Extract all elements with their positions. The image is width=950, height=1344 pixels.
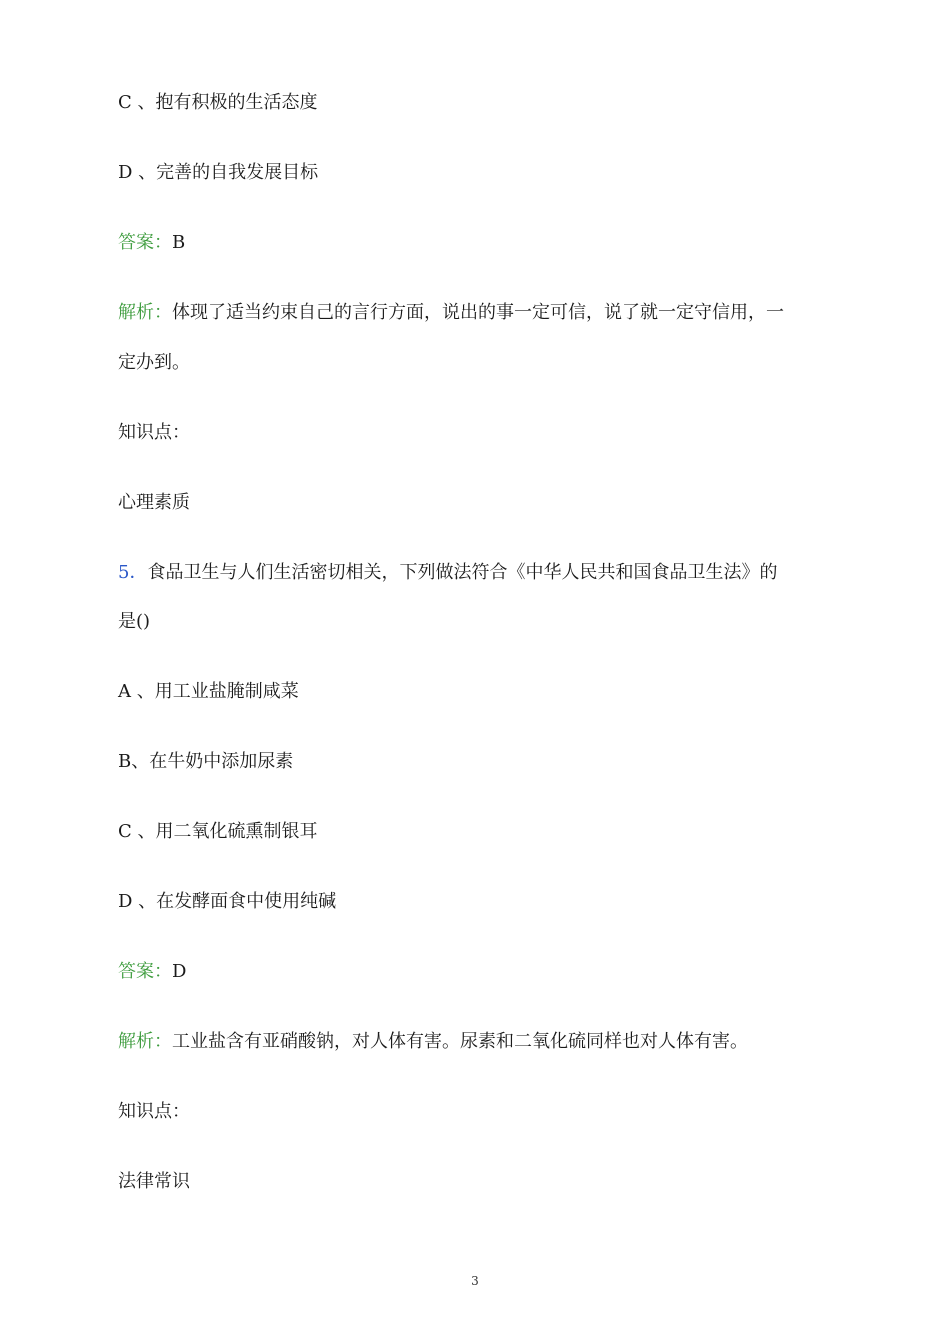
q4-option-d: D 、完善的自我发展目标 [118,162,319,183]
q4-answer [118,231,185,255]
q5-question-text-1: 食品卫生与人们生活密切相关，下列做法符合《中华人民共和国食品卫生法》的 [147,562,778,583]
q5-question-line2: 是() [118,611,151,632]
q5-analysis [118,1030,748,1054]
q4-analysis-line1 [118,301,784,325]
q4-knowledge-label: 知识点： [118,422,190,443]
q5-knowledge-label: 知识点： [118,1101,190,1122]
q5-analysis-label: 解析： [118,1031,172,1052]
q5-analysis-text: 工业盐含有亚硝酸钠，对人体有害。尿素和二氧化硫同样也对人体有害。 [172,1031,748,1052]
q5-option-b: B、在牛奶中添加尿素 [118,751,294,772]
q5-knowledge-value: 法律常识 [118,1171,190,1192]
q4-analysis-text-1: 体现了适当约束自己的言行方面，说出的事一定可信，说了就一定守信用，一 [172,302,784,323]
q4-knowledge-value: 心理素质 [118,492,190,513]
q5-answer-value: D [172,961,187,982]
q4-analysis-label: 解析： [118,302,172,323]
q5-number: 5． [118,562,148,583]
page-number: 3 [471,1274,479,1288]
q4-option-c: C 、抱有积极的生活态度 [118,92,318,113]
q4-analysis-line2: 定办到。 [118,352,190,373]
q5-option-a: A 、用工业盐腌制咸菜 [118,681,299,702]
q5-option-c: C 、用二氧化硫熏制银耳 [118,821,318,842]
q4-answer-value: B [172,232,186,253]
q5-answer [118,960,186,984]
q4-answer-label: 答案： [118,232,172,253]
q5-question-line1 [118,561,777,585]
q5-answer-label: 答案： [118,961,172,982]
q5-option-d: D 、在发酵面食中使用纯碱 [118,891,337,912]
